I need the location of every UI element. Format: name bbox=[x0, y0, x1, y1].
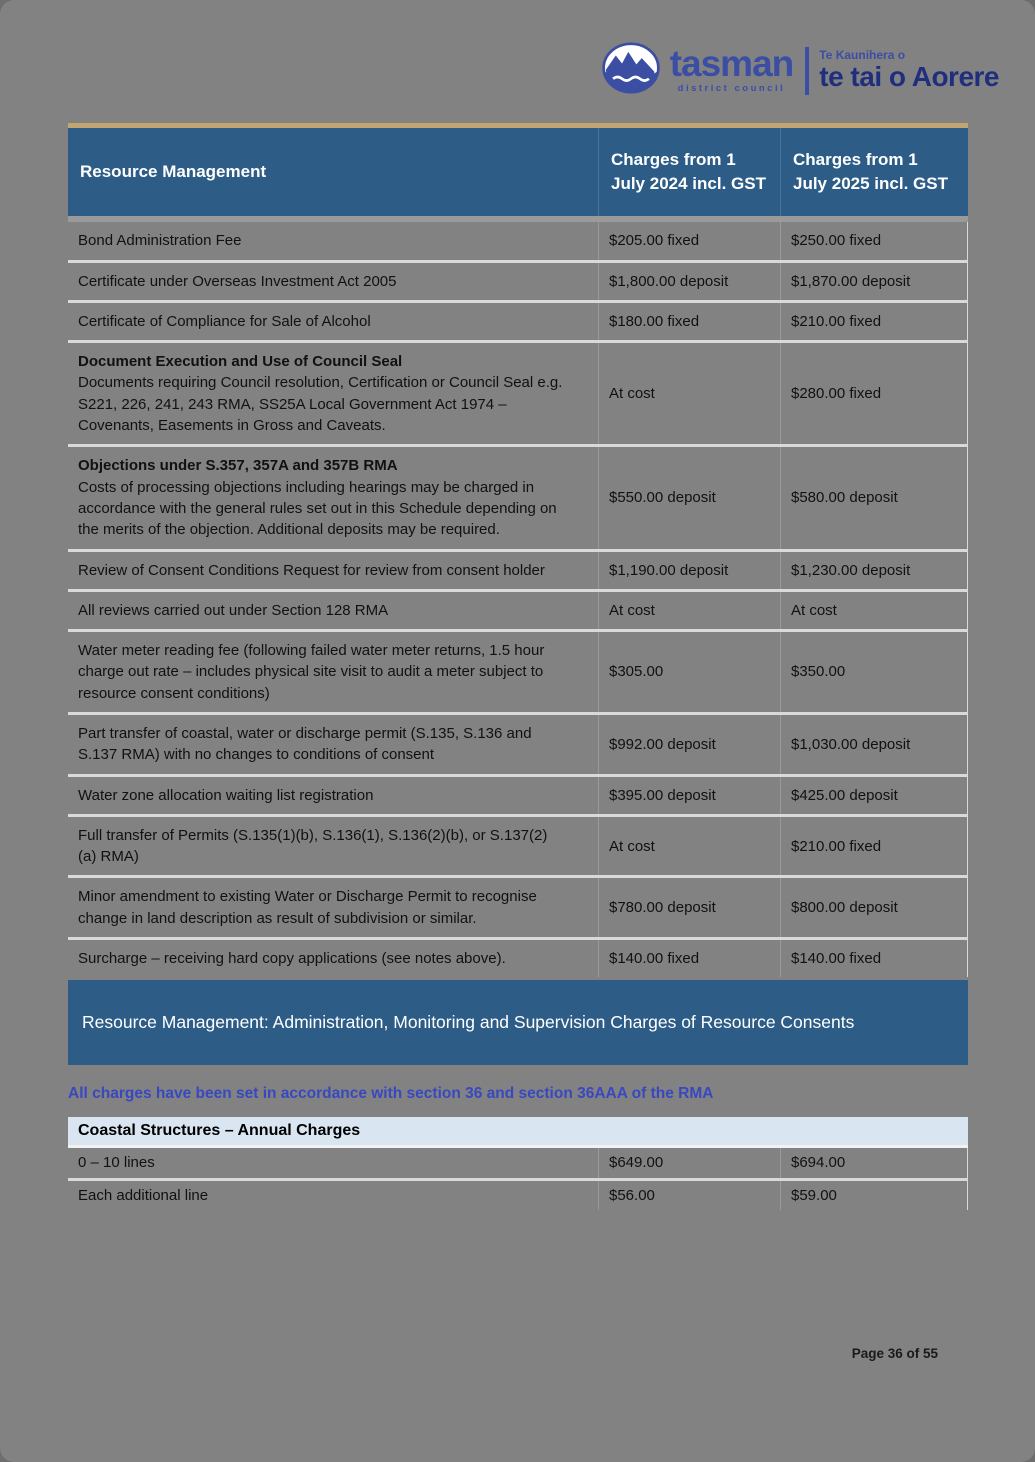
fee-title: Objections under S.357, 357A and 357B RMA bbox=[78, 457, 398, 475]
fee-text: Costs of processing objections including hearings may be charged in accordance with the general rules set out in this Schedule depending on the merits of the objection. Additional deposits may be required. bbox=[78, 478, 557, 539]
charge-2025-cell: $694.00 bbox=[780, 1148, 968, 1177]
table-body bbox=[68, 222, 968, 977]
fee-description-cell bbox=[68, 592, 598, 629]
table-row bbox=[68, 1178, 968, 1210]
charge-2024-cell: $649.00 bbox=[598, 1148, 780, 1177]
tasman-oval-icon bbox=[602, 42, 660, 99]
fee-text: Review of Consent Conditions Request for review from consent holder bbox=[78, 561, 545, 579]
charge-2024-cell: $1,190.00 deposit bbox=[598, 552, 780, 589]
table-row bbox=[68, 629, 968, 712]
fee-description-cell bbox=[68, 343, 598, 444]
table-row bbox=[68, 222, 968, 259]
subsection-body bbox=[68, 1148, 968, 1210]
charge-2025-cell: $1,870.00 deposit bbox=[780, 263, 968, 300]
fee-description-cell bbox=[68, 940, 598, 977]
charge-2024-cell: $56.00 bbox=[598, 1181, 780, 1210]
fee-text: Surcharge – receiving hard copy applications (see notes above). bbox=[78, 950, 506, 968]
table-row bbox=[68, 300, 968, 340]
rma-note: All charges have been set in accordance with section 36 and section 36AAA of the RMA bbox=[68, 1085, 714, 1103]
table-row bbox=[68, 712, 968, 774]
fee-description-cell bbox=[68, 715, 598, 774]
charge-2024-cell: At cost bbox=[598, 592, 780, 629]
fee-text: Certificate under Overseas Investment Act 2005 bbox=[78, 272, 397, 290]
fee-text: Part transfer of coastal, water or discharge permit (S.135, S.136 and S.137 RMA) with no changes to conditions of consent bbox=[78, 725, 532, 764]
brand-name: tasman bbox=[669, 43, 794, 85]
fee-text: 0 – 10 lines bbox=[78, 1154, 155, 1172]
maori-name bbox=[819, 49, 999, 92]
council-logo bbox=[602, 42, 999, 99]
fee-description-cell bbox=[68, 632, 598, 712]
charge-2024-cell: $780.00 deposit bbox=[598, 878, 780, 937]
charge-2025-cell: $210.00 fixed bbox=[780, 303, 968, 340]
coastal-structures-section bbox=[68, 1117, 968, 1210]
fee-description-cell bbox=[68, 552, 598, 589]
charge-2025-cell: $1,030.00 deposit bbox=[780, 715, 968, 774]
logo-divider bbox=[805, 47, 809, 95]
fee-description-cell bbox=[68, 303, 598, 340]
charge-2025-cell: $425.00 deposit bbox=[780, 777, 968, 814]
fee-text: Water meter reading fee (following failed water meter returns, 1.5 hour charge out rate – includes physical site visit to audit a meter subject to resource consent conditions) bbox=[78, 642, 545, 702]
table-row bbox=[68, 937, 968, 977]
page-content bbox=[68, 123, 968, 1210]
charge-2025-cell: At cost bbox=[780, 592, 968, 629]
charge-2025-cell: $140.00 fixed bbox=[780, 940, 968, 977]
fee-description-cell bbox=[68, 263, 598, 300]
charge-2024-cell: $305.00 bbox=[598, 632, 780, 712]
table-row bbox=[68, 875, 968, 937]
fee-description-cell bbox=[68, 1181, 598, 1210]
maori-name-small: Te Kaunihera o bbox=[819, 48, 906, 63]
fee-description-cell bbox=[68, 447, 598, 548]
table-row bbox=[68, 774, 968, 814]
table-row bbox=[68, 589, 968, 629]
charge-2025-cell: $800.00 deposit bbox=[780, 878, 968, 937]
table-row bbox=[68, 814, 968, 876]
fee-description-cell bbox=[68, 222, 598, 259]
table-header-row bbox=[68, 128, 968, 222]
maori-name-large: te tai o Aorere bbox=[819, 61, 999, 93]
charge-2024-cell: $1,800.00 deposit bbox=[598, 263, 780, 300]
fee-text: All reviews carried out under Section 128 RMA bbox=[78, 601, 389, 619]
section-banner bbox=[68, 980, 968, 1065]
charge-2025-cell: $1,230.00 deposit bbox=[780, 552, 968, 589]
fee-description-cell bbox=[68, 777, 598, 814]
fee-text: Full transfer of Permits (S.135(1)(b), S.136(1), S.136(2)(b), or S.137(2)(a) RMA) bbox=[78, 826, 548, 866]
fee-description-cell bbox=[68, 878, 598, 937]
charge-2024-cell: $992.00 deposit bbox=[598, 715, 780, 774]
charge-2024-cell: $550.00 deposit bbox=[598, 447, 780, 548]
charge-2025-cell: $210.00 fixed bbox=[780, 817, 968, 876]
fee-text: Bond Administration Fee bbox=[78, 232, 242, 250]
section-banner-title: Resource Management: Administration, Monitoring and Supervision Charges of Resource Consents bbox=[82, 1012, 855, 1033]
charge-2024-cell: At cost bbox=[598, 343, 780, 444]
header-charges-2024: Charges from 1 July 2024 incl. GST bbox=[598, 128, 780, 216]
fee-table bbox=[68, 123, 968, 977]
table-row bbox=[68, 260, 968, 300]
fee-text: Each additional line bbox=[78, 1186, 209, 1204]
charge-2024-cell: $180.00 fixed bbox=[598, 303, 780, 340]
fee-description-cell bbox=[68, 817, 598, 876]
charge-2024-cell: $395.00 deposit bbox=[598, 777, 780, 814]
header-charges-2025: Charges from 1 July 2025 incl. GST bbox=[780, 128, 968, 216]
table-row bbox=[68, 549, 968, 589]
page-number: Page 36 of 55 bbox=[851, 1346, 938, 1361]
charge-2025-cell: $350.00 bbox=[780, 632, 968, 712]
fee-description-cell bbox=[68, 1148, 598, 1177]
charge-2024-cell: At cost bbox=[598, 817, 780, 876]
fee-text: Documents requiring Council resolution, Certification or Council Seal e.g. S221, 226, 241, 243 RMA, SS25A Local Government Act 1974 – Covenants, Easements in Gross and Caveats. bbox=[78, 374, 563, 435]
charge-2025-cell: $580.00 deposit bbox=[780, 447, 968, 548]
charge-2025-cell: $250.00 fixed bbox=[780, 222, 968, 259]
subsection-header: Coastal Structures – Annual Charges bbox=[68, 1117, 968, 1148]
table-row bbox=[68, 444, 968, 548]
charge-2025-cell: $59.00 bbox=[780, 1181, 968, 1210]
fee-title: Document Execution and Use of Council Seal bbox=[78, 353, 403, 371]
table-row bbox=[68, 1148, 968, 1177]
header-resource-management: Resource Management bbox=[80, 162, 267, 182]
fee-text: Water zone allocation waiting list registration bbox=[78, 786, 374, 804]
charge-2024-cell: $140.00 fixed bbox=[598, 940, 780, 977]
fee-text: Minor amendment to existing Water or Discharge Permit to recognise change in land description as result of subdivision or similar. bbox=[78, 888, 537, 927]
table-row bbox=[68, 340, 968, 444]
fee-text: Certificate of Compliance for Sale of Alcohol bbox=[78, 312, 371, 330]
brand-subtitle: district council bbox=[677, 82, 786, 94]
charge-2025-cell: $280.00 fixed bbox=[780, 343, 968, 444]
charge-2024-cell: $205.00 fixed bbox=[598, 222, 780, 259]
brand-text bbox=[669, 43, 794, 94]
